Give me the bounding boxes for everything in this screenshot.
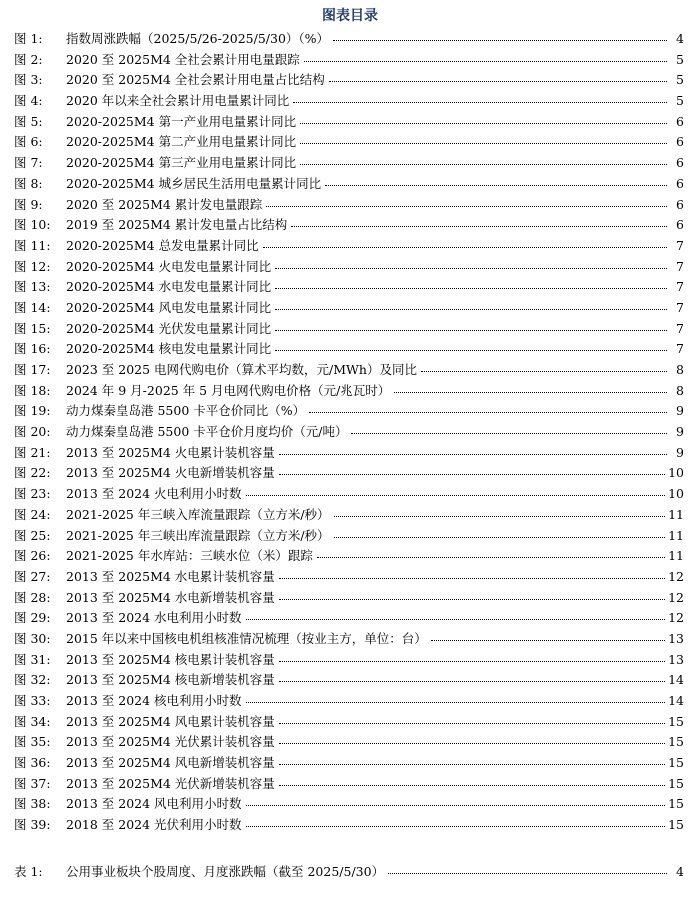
figure-page-number[interactable]: 12 [668, 610, 684, 626]
figure-entry[interactable] [14, 153, 684, 174]
figure-label: 图 37: [14, 775, 51, 791]
figure-page-number[interactable]: 8 [676, 382, 684, 398]
figure-label: 图 33: [14, 693, 51, 708]
figure-title-link[interactable]: 2013 至 2025M4 核电新增装机容量 [66, 672, 275, 688]
dot-leader [266, 205, 667, 207]
figure-title-link[interactable]: 2021-2025 年三峡入库流量跟踪（立方米/秒） [66, 506, 330, 522]
figure-title-link[interactable]: 2020-2025M4 总发电量累计同比 [66, 237, 259, 253]
figure-entry[interactable] [14, 50, 684, 71]
figure-label: 图 25: [14, 527, 51, 543]
figure-page-number[interactable]: 5 [676, 51, 684, 67]
figure-page-number[interactable]: 7 [676, 258, 684, 274]
figure-label: 图 4: [14, 93, 43, 109]
figure-label: 图 19: [14, 403, 51, 419]
figure-title-link[interactable]: 2013 至 2025M4 风电累计装机容量 [66, 713, 275, 729]
figure-title-link[interactable]: 2013 至 2024 火电利用小时数 [66, 486, 242, 502]
figure-entry[interactable] [14, 277, 684, 298]
figure-entry[interactable] [14, 132, 684, 153]
figure-title-link[interactable]: 2020 至 2025M4 全社会累计用电量占比结构 [66, 72, 325, 88]
dot-leader [279, 453, 667, 455]
figure-label: 图 7: [14, 155, 43, 171]
figure-page-number[interactable]: 6 [676, 175, 684, 191]
figure-page-number[interactable]: 6 [676, 134, 684, 150]
table-entry[interactable] [14, 862, 684, 883]
figure-page-number[interactable]: 5 [676, 93, 684, 109]
figure-entry[interactable] [14, 360, 684, 381]
figure-label: 图 2: [14, 51, 43, 67]
figure-label: 图 34: [14, 713, 51, 729]
figure-label: 图 20: [14, 424, 51, 440]
figure-title-link[interactable]: 2013 至 2024 水电利用小时数 [66, 610, 242, 626]
dot-leader [246, 825, 666, 827]
figure-page-number[interactable]: 6 [676, 196, 684, 212]
figure-title-link[interactable]: 2021-2025 年三峡出库流量跟踪（立方米/秒） [66, 527, 330, 543]
figure-title-link[interactable]: 2020-2025M4 第二产业用电量累计同比 [66, 134, 297, 150]
figure-entry[interactable] [14, 712, 684, 733]
figure-entry[interactable] [14, 815, 684, 836]
figure-entry[interactable] [14, 422, 684, 443]
figure-title-link[interactable]: 2019 至 2025M4 累计发电量占比结构 [66, 217, 288, 233]
dot-leader [279, 473, 665, 475]
figure-title-link[interactable]: 指数周涨跌幅（2025/5/26-2025/5/30）（%） [66, 31, 330, 46]
figure-entry[interactable] [14, 484, 684, 505]
figure-entry[interactable] [14, 463, 684, 484]
figure-page-number[interactable]: 15 [668, 713, 684, 729]
figure-entry[interactable] [14, 112, 684, 133]
figure-page-number[interactable]: 12 [668, 589, 684, 605]
figure-page-number[interactable]: 6 [676, 113, 684, 129]
figure-entry[interactable] [14, 546, 684, 567]
figure-page-number[interactable]: 13 [668, 651, 684, 667]
figure-entry[interactable] [14, 670, 684, 691]
figure-entry[interactable] [14, 588, 684, 609]
table-title-link[interactable]: 公用事业板块个股周度、月度涨跌幅（截至 2025/5/30） [66, 864, 385, 879]
figure-page-number[interactable]: 5 [676, 72, 684, 88]
figure-page-number[interactable]: 7 [676, 279, 684, 295]
dot-leader [325, 184, 667, 186]
figure-entry[interactable] [14, 774, 684, 795]
figure-label: 图 14: [14, 299, 51, 315]
figure-page-number[interactable]: 6 [676, 217, 684, 233]
figure-page-number[interactable]: 7 [676, 299, 684, 315]
figure-label: 图 1: [14, 31, 43, 46]
dot-leader [293, 101, 667, 103]
figure-title-link[interactable]: 2013 至 2025M4 核电累计装机容量 [66, 651, 275, 667]
figure-title-link[interactable]: 动力煤秦皇岛港 5500 卡平仓价同比（%） [66, 403, 306, 419]
dot-leader [421, 370, 667, 372]
figure-page-number[interactable]: 14 [668, 672, 684, 688]
figure-title-link[interactable]: 2013 至 2025M4 光伏累计装机容量 [66, 734, 275, 750]
dot-leader [351, 432, 667, 434]
figure-list [14, 29, 684, 836]
figure-entry[interactable] [14, 381, 684, 402]
figure-page-number[interactable]: 9 [676, 424, 684, 440]
figure-entry[interactable] [14, 339, 684, 360]
figure-entry[interactable] [14, 257, 684, 278]
figure-title-link[interactable]: 2013 至 2025M4 水电新增装机容量 [66, 589, 275, 605]
dot-leader [275, 329, 667, 331]
table-list [14, 862, 684, 883]
figure-label: 图 31: [14, 651, 51, 667]
figure-entry[interactable] [14, 753, 684, 774]
dot-leader [279, 784, 665, 786]
figure-label: 图 28: [14, 589, 51, 605]
dot-leader [329, 80, 667, 82]
figure-title-link[interactable]: 动力煤秦皇岛港 5500 卡平仓价月度均价（元/吨） [66, 424, 348, 440]
figure-label: 图 3: [14, 72, 43, 88]
figure-entry[interactable] [14, 650, 684, 671]
figure-label: 图 26: [14, 548, 51, 564]
figure-label: 图 21: [14, 444, 51, 460]
figure-page-number[interactable]: 11 [668, 548, 684, 564]
dot-leader [309, 411, 667, 413]
figure-title-link[interactable]: 2020-2025M4 第一产业用电量累计同比 [66, 113, 297, 129]
figure-title-link[interactable]: 2020 至 2025M4 全社会累计用电量跟踪 [66, 51, 300, 67]
figure-title-link[interactable]: 2020-2025M4 第三产业用电量累计同比 [66, 155, 297, 171]
figure-page-number[interactable]: 12 [668, 568, 684, 584]
figure-label: 图 32: [14, 672, 51, 688]
figure-label: 图 10: [14, 217, 51, 233]
figure-page-number[interactable]: 9 [676, 403, 684, 419]
figure-label: 图 16: [14, 341, 51, 357]
dot-leader [246, 804, 666, 806]
figure-entry[interactable] [14, 195, 684, 216]
figure-label: 图 24: [14, 506, 51, 522]
dot-leader [279, 660, 665, 662]
dot-leader [279, 722, 665, 724]
dot-leader [279, 577, 665, 579]
figure-entry[interactable] [14, 319, 684, 340]
figure-label: 图 18: [14, 382, 51, 398]
figure-entry[interactable] [14, 215, 684, 236]
figure-entry[interactable] [14, 732, 684, 753]
figure-label: 图 36: [14, 755, 51, 771]
figure-title-link[interactable]: 2013 至 2025M4 火电累计装机容量 [66, 444, 275, 460]
figure-page-number[interactable]: 15 [668, 734, 684, 750]
figure-title-link[interactable]: 2020-2025M4 核电发电量累计同比 [66, 341, 272, 357]
figure-label: 图 5: [14, 113, 43, 129]
figure-title-link[interactable]: 2020-2025M4 火电发电量累计同比 [66, 258, 272, 274]
dot-leader [300, 142, 667, 144]
figure-entry[interactable] [14, 401, 684, 422]
figure-title-link[interactable]: 2013 至 2025M4 火电新增装机容量 [66, 465, 275, 481]
dot-leader [334, 536, 666, 538]
figure-page-number[interactable]: 9 [676, 444, 684, 460]
figure-page-number[interactable]: 14 [668, 693, 684, 708]
figure-entry[interactable] [14, 608, 684, 629]
figure-title-link[interactable]: 2024 年 9 月-2025 年 5 月电网代购电价格（元/兆瓦时） [66, 382, 391, 398]
figure-title-link[interactable]: 2020-2025M4 风电发电量累计同比 [66, 299, 272, 315]
dot-leader [275, 308, 667, 310]
figure-title-link[interactable]: 2015 年以来中国核电机组核准情况梳理（按业主方，单位：台） [66, 630, 427, 646]
figure-page-number[interactable]: 15 [668, 755, 684, 771]
dot-leader [300, 122, 667, 124]
figure-label: 图 35: [14, 734, 51, 750]
figure-title-link[interactable]: 2013 至 2025M4 光伏新增装机容量 [66, 775, 275, 791]
figure-title-link[interactable]: 2021-2025 年水库站：三峡水位（米）跟踪 [66, 548, 313, 564]
figure-page-number[interactable]: 15 [668, 796, 684, 812]
dot-leader [279, 742, 665, 744]
figure-label: 图 38: [14, 796, 51, 812]
figure-page-number[interactable]: 4 [676, 31, 684, 46]
dot-leader [279, 680, 665, 682]
figure-title-link[interactable]: 2013 至 2025M4 风电新增装机容量 [66, 755, 275, 771]
figure-entry[interactable] [14, 629, 684, 650]
dot-leader [246, 618, 666, 620]
dot-leader [279, 598, 665, 600]
figure-label: 图 12: [14, 258, 51, 274]
dot-leader [275, 287, 667, 289]
figure-label: 图 30: [14, 630, 51, 646]
dot-leader [317, 556, 665, 558]
dot-leader [388, 872, 667, 874]
figure-entry[interactable] [14, 70, 684, 91]
figure-title-link[interactable]: 2020-2025M4 水电发电量累计同比 [66, 279, 272, 295]
figure-label: 图 11: [14, 237, 51, 253]
figure-page-number[interactable]: 11 [668, 527, 684, 543]
figure-page-number[interactable]: 6 [676, 155, 684, 171]
figure-page-number[interactable]: 7 [676, 237, 684, 253]
dot-leader [334, 515, 666, 517]
dot-leader [263, 246, 667, 248]
figure-label: 图 9: [14, 196, 43, 212]
figure-page-number[interactable]: 10 [668, 465, 684, 481]
figure-entry[interactable] [14, 91, 684, 112]
figure-label: 图 27: [14, 568, 51, 584]
figure-label: 图 17: [14, 362, 51, 377]
figure-entry[interactable] [14, 443, 684, 464]
figure-entry[interactable] [14, 526, 684, 547]
figure-title-link[interactable]: 2023 至 2025 电网代购电价（算术平均数，元/MWh）及同比 [66, 362, 417, 377]
dot-leader [304, 60, 667, 62]
figure-label: 图 15: [14, 320, 51, 336]
figure-entry[interactable] [14, 29, 684, 50]
figure-entry[interactable] [14, 567, 684, 588]
figure-page-number[interactable]: 8 [676, 362, 684, 377]
figure-title-link[interactable]: 2013 至 2024 核电利用小时数 [66, 693, 242, 708]
figure-title-link[interactable]: 2020 年以来全社会累计用电量累计同比 [66, 93, 290, 109]
figure-entry[interactable] [14, 236, 684, 257]
figure-label: 图 23: [14, 486, 51, 502]
dot-leader [275, 349, 667, 351]
figure-label: 图 39: [14, 817, 51, 833]
dot-leader [246, 494, 666, 496]
figure-title-link[interactable]: 2020-2025M4 城乡居民生活用电量累计同比 [66, 175, 322, 191]
figure-page-number[interactable]: 10 [668, 486, 684, 502]
dot-leader [333, 39, 667, 41]
figure-entry[interactable] [14, 174, 684, 195]
figure-label: 图 13: [14, 279, 51, 295]
figure-page-number[interactable]: 11 [668, 506, 684, 522]
figure-page-number[interactable]: 7 [676, 320, 684, 336]
dot-leader [300, 163, 667, 165]
figure-title-link[interactable]: 2018 至 2024 光伏利用小时数 [66, 817, 242, 833]
toc-title: 图表目录 [322, 8, 378, 24]
figure-entry[interactable] [14, 794, 684, 815]
dot-leader [431, 639, 665, 641]
dot-leader [275, 267, 667, 269]
dot-leader [291, 225, 667, 227]
dot-leader [394, 391, 667, 393]
figure-label: 图 22: [14, 465, 51, 481]
figure-title-link[interactable]: 2013 至 2024 风电利用小时数 [66, 796, 242, 812]
dot-leader [246, 701, 666, 703]
table-page-number[interactable]: 4 [676, 864, 684, 879]
figure-label: 图 29: [14, 610, 51, 626]
figure-label: 图 6: [14, 134, 43, 150]
figure-page-number[interactable]: 15 [668, 817, 684, 833]
figure-title-link[interactable]: 2020 至 2025M4 累计发电量跟踪 [66, 196, 263, 212]
figure-entry[interactable] [14, 691, 684, 712]
figure-title-link[interactable]: 2013 至 2025M4 水电累计装机容量 [66, 568, 275, 584]
dot-leader [279, 763, 665, 765]
figure-title-link[interactable]: 2020-2025M4 光伏发电量累计同比 [66, 320, 272, 336]
figure-page-number[interactable]: 7 [676, 341, 684, 357]
figure-page-number[interactable]: 13 [668, 630, 684, 646]
figure-page-number[interactable]: 15 [668, 775, 684, 791]
figure-entry[interactable] [14, 298, 684, 319]
figure-entry[interactable] [14, 505, 684, 526]
figure-label: 图 8: [14, 175, 43, 191]
table-label: 表 1: [14, 864, 43, 879]
